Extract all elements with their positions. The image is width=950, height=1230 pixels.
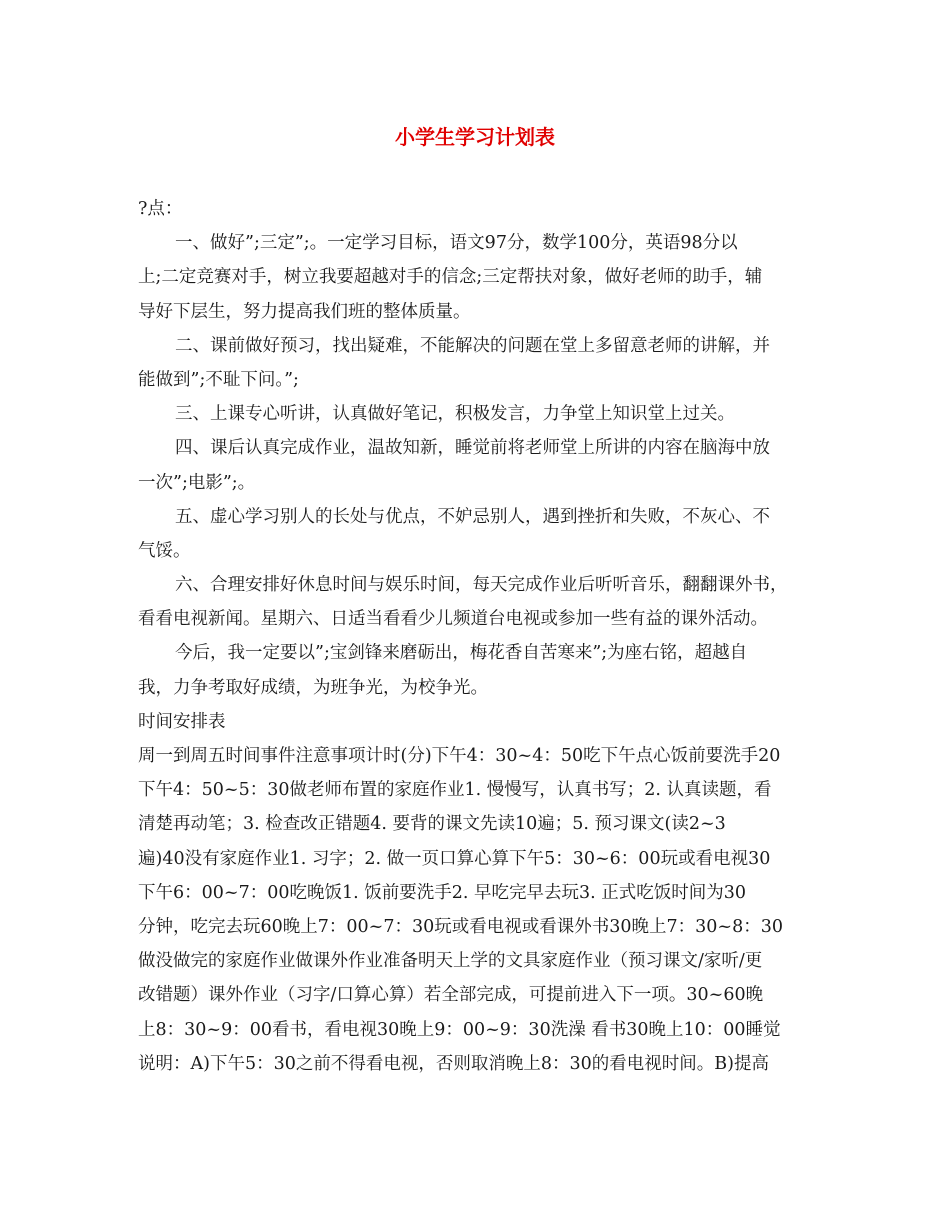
text-line: 上8：30~9：00看书，看电视30晚上9：00~9：30洗澡 看书30晚上10：00睡觉	[138, 1019, 781, 1040]
text-line: 遍)40没有家庭作业1. 习字；2. 做一页口算心算下午5：30~6：00玩或看电视30	[138, 848, 771, 869]
text-line: 下午6：00~7：00吃晚饭1. 饭前要洗手2. 早吃完早去玩3. 正式吃饭时间为30	[138, 882, 747, 903]
text-line: 二、课前做好预习，找出疑难，不能解决的问题在堂上多留意老师的讲解，并	[175, 335, 770, 356]
text-line: 周一到周五时间事件注意事项计时(分)下午4：30~4：50吃下午点心饭前要洗手20	[138, 746, 781, 766]
text-line: 时间安排表	[138, 711, 226, 732]
text-line: 分钟，吃完去玩60晚上7：00~7：30玩或看电视或看课外书30晚上7：30~8：30	[138, 916, 783, 937]
document-title: 小学生学习计划表	[395, 125, 555, 149]
text-line: 一次”;电影”;。	[138, 472, 256, 493]
text-line: ?点：	[138, 199, 183, 219]
text-line: 今后，我一定要以”;宝剑锋来磨砺出，梅花香自苦寒来”;为座右铭，超越自	[175, 643, 748, 664]
text-line: 导好下层生，努力提高我们班的整体质量。	[138, 301, 471, 322]
text-line: 气馁。	[138, 540, 191, 561]
text-line: 下午4：50~5：30做老师布置的家庭作业1. 慢慢写，认真书写；2. 认真读题，看	[138, 780, 772, 801]
text-line: 一、做好”;三定”;。一定学习目标，语文97分，数学100分，英语98分以	[175, 233, 738, 254]
text-line: 做没做完的家庭作业做课外作业准备明天上学的文具家庭作业（预习课文/家听/更	[138, 951, 763, 972]
text-line: 清楚再动笔；3. 检查改正错题4. 要背的课文先读10遍；5. 预习课文(读2~3	[138, 814, 726, 835]
text-line: 看看电视新闻。星期六、日适当看看少儿频道台电视或参加一些有益的课外活动。	[138, 609, 768, 630]
text-line: 六、合理安排好休息时间与娱乐时间，每天完成作业后听听音乐，翻翻课外书，	[175, 575, 788, 596]
text-line: 我，力争考取好成绩，为班争光，为校争光。	[138, 677, 488, 698]
text-line: 上;二定竞赛对手，树立我要超越对手的信念;三定帮扶对象，做好老师的助手，辅	[138, 267, 763, 288]
text-line: 说明：A)下午5：30之前不得看电视，否则取消晚上8：30的看电视时间。B)提高	[138, 1053, 769, 1074]
text-line: 改错题）课外作业（习字/口算心算）若全部完成，可提前进入下一项。30~60晚	[138, 985, 764, 1006]
text-line: 能做到”;不耻下问。”;	[138, 369, 299, 390]
text-line: 五、虚心学习别人的长处与优点，不妒忌别人，遇到挫折和失败，不灰心、不	[175, 506, 770, 527]
text-line: 三、上课专心听讲，认真做好笔记，积极发言，力争堂上知识堂上过关。	[175, 404, 735, 425]
text-line: 四、课后认真完成作业，温故知新，睡觉前将老师堂上所讲的内容在脑海中放	[175, 438, 770, 459]
document-body	[138, 192, 814, 1081]
